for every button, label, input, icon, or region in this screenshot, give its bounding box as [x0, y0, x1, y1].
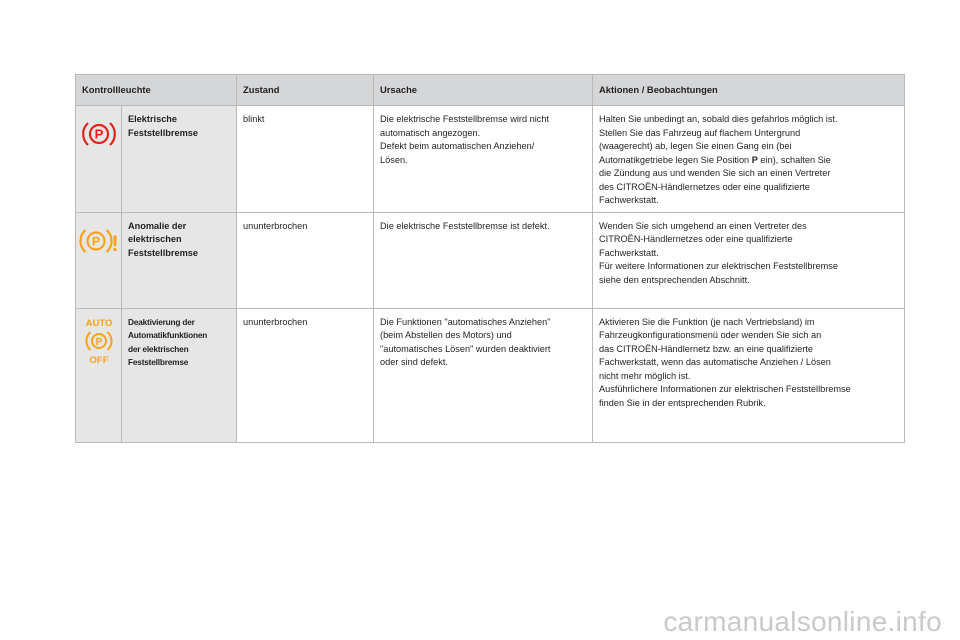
- table-row: [76, 308, 905, 442]
- header-aktionen: Aktionen / Beobachtungen: [593, 75, 905, 106]
- svg-text:!: !: [110, 230, 119, 256]
- state-cell: blinkt: [237, 106, 374, 213]
- watermark: carmanualsonline.info: [663, 606, 942, 637]
- icon-cell: [76, 106, 122, 213]
- icon-cell: [76, 308, 122, 442]
- action-cell: Wenden Sie sich umgehend an einen Vertreter des CITROËN-Händlernetzes oder eine qualifizierte Fachwerkstatt. Für weitere Informationen zur elektrischen Feststellbremse siehe den entsprechenden Abschnitt.: [593, 212, 905, 308]
- cause-cell: Die elektrische Feststellbremse ist defekt.: [374, 212, 593, 308]
- action-cell: Aktivieren Sie die Funktion (je nach Vertriebsland) im Fahrzeugkonfigurationsmenü oder wenden Sie sich an das CITROËN-Händlernetz bzw. an eine qualifizierte Fachwerkstatt, wenn das automatische Anziehen / Lösen nicht mehr möglich ist. Ausführlichere Informationen zur elektrischen Feststellbremse finden Sie in der entsprechenden Rubrik.: [593, 308, 905, 442]
- action-cell: Halten Sie unbedingt an, sobald dies gefahrlos möglich ist. Stellen Sie das Fahrzeug auf flachem Untergrund (waagerecht) ab, legen Sie einen Gang ein (bei Automatikgetriebe legen Sie Position P ein), schalten Sie die Zündung aus und wenden Sie sich an einen Vertreter des CITROËN-Händlernetzes oder eine qualifizierte Fachwerkstatt.: [593, 106, 905, 213]
- auto-parking-off-icon: [81, 317, 117, 365]
- gear-position-p: P: [751, 154, 758, 165]
- lamp-name: Anomalie der elektrischen Feststellbremse: [122, 212, 237, 308]
- state-cell: ununterbrochen: [237, 212, 374, 308]
- header-kontrollleuchte: Kontrollleuchte: [76, 75, 237, 106]
- table-row: [76, 212, 905, 308]
- table-row: [76, 106, 905, 213]
- lamp-name: Elektrische Feststellbremse: [122, 106, 237, 213]
- cause-cell: Die Funktionen "automatisches Anziehen" (beim Abstellen des Motors) und "automatisches Lösen" wurden deaktiviert oder sind defekt.: [374, 308, 593, 442]
- cause-cell: Die elektrische Feststellbremse wird nicht automatisch angezogen. Defekt beim automatischen Anziehen/ Lösen.: [374, 106, 593, 213]
- header-ursache: Ursache: [374, 75, 593, 106]
- parking-brake-fault-icon: [79, 225, 119, 257]
- warning-lights-table: [75, 74, 905, 443]
- svg-text:P: P: [95, 336, 102, 348]
- lamp-name: Deaktivierung der Automatikfunktionen der elektrischen Feststellbremse: [122, 308, 237, 442]
- icon-cell: [76, 212, 122, 308]
- header-zustand: Zustand: [237, 75, 374, 106]
- parking-brake-red-icon: [80, 118, 118, 150]
- table-header-row: [76, 75, 905, 106]
- svg-text:AUTO: AUTO: [85, 317, 112, 329]
- state-cell: ununterbrochen: [237, 308, 374, 442]
- svg-text:P: P: [91, 234, 100, 248]
- svg-text:OFF: OFF: [89, 354, 108, 365]
- icon-glyph: P: [94, 126, 103, 142]
